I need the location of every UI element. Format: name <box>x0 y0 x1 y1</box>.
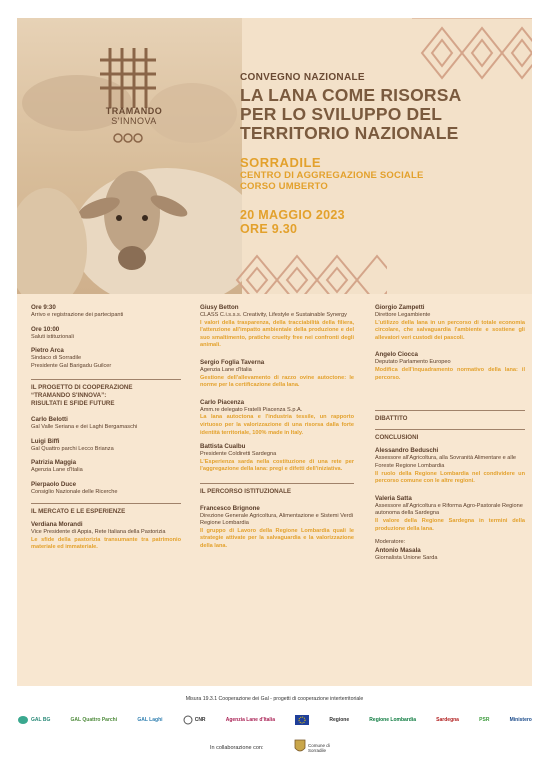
partner-logo: PSR <box>479 717 490 723</box>
moderator-name: Antonio Masala <box>375 546 421 554</box>
moderator-label: Moderatore: <box>375 539 406 546</box>
speaker-name: Francesco Brignone <box>200 504 260 512</box>
program-column-2: Giusy Betton CLASS C.i.s.s.s. Creativity, Lifestyle e Sustainable Synergy I valori della trasparenza, della tracciabilità della filiera, l'attenzione all'impatto ambientale della produzione e del suo smaltimento, pratiche cruelty free nei confronti degli animali. Sergio Foglia Taverna Agenzia Lane d'Italia Gestione dell'allevamento di razzo ovine autoctone: le norme per la certificazione della lana. Carlo Piacenza Amm.re delegato Fratelli Piacenza S.p.A. La lana autoctona e l'industria tessile, un rapporto virtuoso per la valorizzazione di una risorsa dalla forte identità territoriale, 100% made in Italy. Battista Cualbu Presidente Coldiretti Sardegna L'Esperienza sarda nella costituzione di una rete per l'aggregazione della lana: pregi e difetti dell'iniziativa. IL PERCORSO ISTITUZIONALE Francesco Brignone Direzione Generale Agricoltura, Alimentazione e Sistemi Verdi Regione Lombardia Il gruppo di Lavoro della Regione Lombardia quali le strategie attivate per la salvaguardia e la valorizzazione della lana. <box>200 304 354 549</box>
section-heading: IL MERCATO E LE ESPERIENZE <box>31 503 181 516</box>
talk-title: La lana autoctona e l'industria tessile, un rapporto virtuoso per la valorizzazione di una risorsa dalla forte identità territoriale, 100% made in Italy. <box>200 414 354 436</box>
speaker-name: Giusy Betton <box>200 304 239 311</box>
speaker-name: Giorgio Zampetti <box>375 304 425 311</box>
program-panel <box>17 294 532 686</box>
section-heading: IL PERCORSO ISTITUZIONALE <box>200 483 354 496</box>
partner-logo: GAL Quattro Parchi <box>70 717 118 723</box>
speaker-name: Carlo Piacenza <box>200 398 245 406</box>
event-type: CONVEGNO NAZIONALE <box>240 72 365 83</box>
eu-flag-icon <box>295 715 309 725</box>
program-column-1: Ore 9:30 Arrivo e registrazione dei partecipanti Ore 10:00 Saluti istituzionali Pietro Arca Sindaco di Sorradile Presidente Gal Barigadu Guilcer IL PROGETTO DI COOPERAZIONE “TRAMANDO S'INNOVA”: RISULTATI E SFIDE FUTURE Carlo Belotti Gal Valle Seriana e dei Laghi Bergamaschi Luigi Biffi Gal Quattro parchi Lecco Brianza Patrizia Maggia Agenzia Lane d'Italia Pierpaolo Duce Consiglio Nazionale delle Ricerche IL MERCATO E LE ESPERIENZE Verdiana Morandi Vice Presidente di Appia, Rete Italiana della Pastorizia Le sfide della pastorizia transumante tra patrimonio materiale ed immateriale. <box>31 304 181 551</box>
speaker-name: Pietro Arca <box>31 347 64 355</box>
speaker-name: Battista Cualbu <box>200 443 246 451</box>
funding-note: Misura 19.3.1 Cooperazione dei Gal - progetti di cooperazione interterritoriale <box>185 696 364 702</box>
speaker-name: Carlo Belotti <box>31 416 68 424</box>
event-title: LA LANA COME RISORSA PER LO SVILUPPO DEL TERRITORIO NAZIONALE <box>240 85 462 143</box>
partner-logo: GAL BG <box>17 715 50 725</box>
tramando-logo <box>92 38 172 148</box>
speaker-name: Alessandro Beduschi <box>375 447 439 455</box>
event-location: SORRADILE CENTRO DI AGGREGAZIONE SOCIALE CORSO UMBERTO <box>240 155 424 192</box>
hero-banner <box>17 18 532 294</box>
talk-title: L'utilizzo della lana in un percorso di totale economia circolare, che salvaguardia l'ambiente e sostiene gli allevatori veri custodi dei pascoli. <box>375 319 525 341</box>
talk-title: Modifica dell'inquadramento normativo della lana: il percorso. <box>375 366 525 381</box>
program-column-3: Giorgio Zampetti Direttore Legambiente L'utilizzo della lana in un percorso di totale economia circolare, che salvaguardia l'ambiente e sostiene gli allevatori veri custodi dei pascoli. Angelo Ciocca Deputato Parlamento Europeo Modifica dell'inquadramento normativo della lana: il percorso. DIBATTITO CONCLUSIONI Alessandro Beduschi Assessore all'Agricoltura, alla Sovranità Alimentare e alle Foreste Regione Lombardia Il ruolo della Regione Lombardia nel condividere un percorso comune con le altre regioni. Valeria Satta Assessore all'Agricoltura e Riforma Agro-Pastorale Regione autonoma della Sardegna Il valore della Regione Sardegna in termini della produzione della lana. Moderatore: Antonio Masala Giornalista Unione Sarda <box>375 304 525 561</box>
talk-title: Il ruolo della Regione Lombardia nel condividere un percorso comune con le altre regioni. <box>375 470 525 485</box>
partner-logo: GAL Laghi <box>137 717 163 723</box>
speaker-name: Luigi Biffi <box>31 437 60 445</box>
collaboration-label: In collaborazione con: <box>210 745 264 751</box>
talk-title: Le sfide della pastorizia transumante tra patrimonio materiale ed immateriale. <box>31 536 181 551</box>
talk-title: L'Esperienza sarda nella costituzione di una rete per l'aggregazione della lana: pregi e difetti dell'iniziativa. <box>200 458 354 473</box>
partner-logo: CNR <box>183 715 206 725</box>
speaker-name: Pierpaolo Duce <box>31 480 77 488</box>
partner-logo: Regione <box>329 717 350 723</box>
talk-title: I valori della trasparenza, della tracciabilità della filiera, l'attenzione all'impatto ambientale della produzione e del suo smaltimento, pratiche cruelty free nei confronti degli animali. <box>200 319 354 349</box>
talk-title: Il gruppo di Lavoro della Regione Lombardia quali le strategie attivate per la salvaguardia e la valorizzazione della lana. <box>200 527 354 549</box>
partner-logo: Regione Lombardia <box>369 717 416 723</box>
time-slot: Ore 9:30 <box>31 304 56 311</box>
speaker-name: Angelo Ciocca <box>375 351 418 359</box>
speaker-name: Patrizia Maggia <box>31 459 77 467</box>
partner-logo: Ministero <box>509 717 532 723</box>
section-heading: DIBATTITO <box>375 410 525 423</box>
talk-title: Il valore della Regione Sardegna in termini della produzione della lana. <box>375 517 525 532</box>
coat-of-arms-icon <box>294 739 306 755</box>
event-date: 20 MAGGIO 2023 ORE 9.30 <box>240 208 345 236</box>
logo-text: TRAMANDO S'INNOVA <box>105 106 163 126</box>
comune-logo: Comune di Sorradile <box>292 737 352 761</box>
partner-logo: Agenzia Lane d'Italia <box>225 717 275 723</box>
diamond-pattern-top <box>412 18 532 88</box>
diamond-pattern-bottom <box>227 250 387 294</box>
section-heading: CONCLUSIONI <box>375 429 525 442</box>
speaker-name: Verdiana Morandi <box>31 521 83 529</box>
speaker-name: Sergio Foglia Taverna <box>200 358 265 366</box>
talk-title: Gestione dell'allevamento di razzo ovine autoctone: le norme per la certificazione della lana. <box>200 374 354 389</box>
partner-logos <box>17 710 532 730</box>
section-heading: IL PROGETTO DI COOPERAZIONE “TRAMANDO S'INNOVA”: RISULTATI E SFIDE FUTURE <box>31 379 181 407</box>
speaker-name: Valeria Satta <box>375 494 412 502</box>
time-slot: Ore 10:00 <box>31 325 60 333</box>
partner-logo: Sardegna <box>436 717 459 723</box>
